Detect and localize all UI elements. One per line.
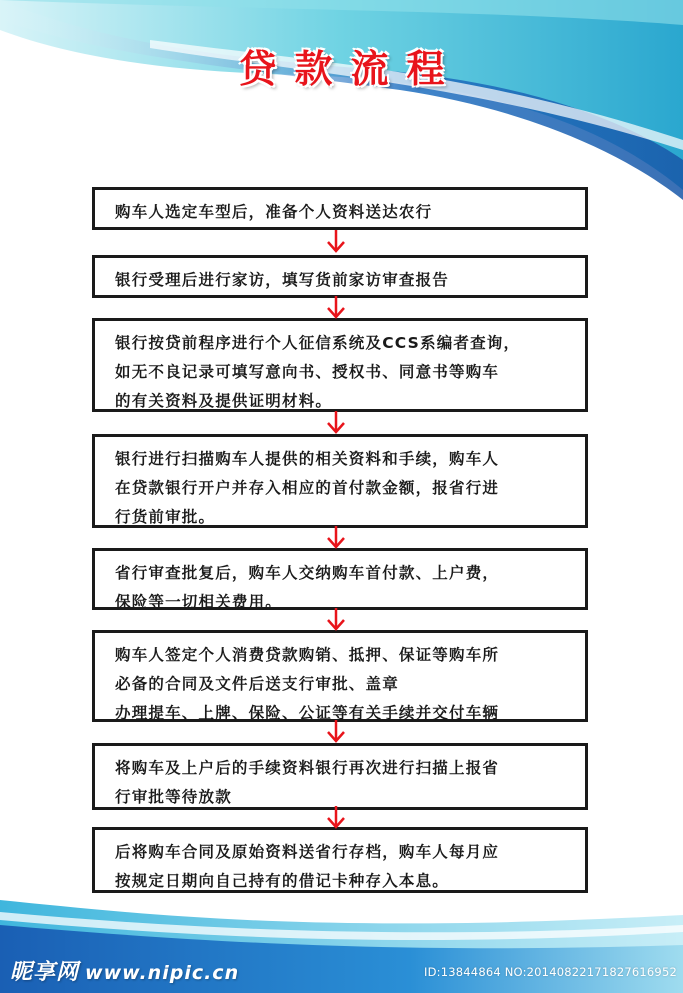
step-8-line: 按规定日期向自己持有的借记卡种存入本息。: [115, 872, 450, 890]
flow-step-2: [92, 255, 588, 298]
down-arrow-icon: [324, 720, 348, 744]
step-7-line: 将购车及上户后的手续资料银行再次进行扫描上报省: [115, 759, 500, 777]
down-arrow-icon: [324, 411, 348, 435]
watermark-brand-name: 昵享网: [10, 960, 80, 985]
down-arrow-icon: [324, 608, 348, 632]
down-arrow-icon: [324, 526, 348, 550]
watermark-url: www.nipic.cn: [85, 962, 240, 984]
down-arrow-icon: [324, 296, 348, 320]
step-1-line: 购车人选定车型后，准备个人资料送达农行: [115, 203, 433, 221]
page-title: 贷款流程: [238, 47, 463, 91]
step-6-line: 必备的合同及文件后送支行审批、盖章: [115, 675, 399, 693]
step-4-line: 银行进行扫描购车人提供的相关资料和手续，购车人: [115, 450, 500, 468]
step-2-line: 银行受理后进行家访，填写货前家访审查报告: [115, 271, 450, 289]
down-arrow-icon: [324, 806, 348, 830]
step-3-line: 如无不良记录可填写意向书、授权书、同意书等购车: [115, 363, 500, 381]
step-5-line: 省行审查批复后，购车人交纳购车首付款、上户费，: [115, 564, 500, 582]
flow-step-1: [92, 187, 588, 230]
flow-step-4: [92, 434, 588, 528]
flow-step-8: [92, 827, 588, 893]
down-arrow-icon: [324, 230, 348, 254]
flow-step-3: [92, 318, 588, 412]
step-5-line: 保险等一切相关费用。: [115, 593, 283, 611]
watermark-brand: [10, 955, 239, 986]
watermark-id: ID:13844864 NO:20140822171827616952: [424, 965, 677, 979]
step-7-line: 行审批等待放款: [115, 788, 232, 806]
step-6-line: 办理提车、上牌、保险、公证等有关手续并交付车辆: [115, 704, 500, 722]
step-6-line: 购车人签定个人消费贷款购销、抵押、保证等购车所: [115, 646, 500, 664]
step-8-line: 后将购车合同及原始资料送省行存档，购车人每月应: [115, 843, 500, 861]
step-4-line: 行货前审批。: [115, 508, 216, 526]
step-3-line: 的有关资料及提供证明材料。: [115, 392, 333, 410]
flow-step-7: [92, 743, 588, 810]
flow-step-5: [92, 548, 588, 610]
step-4-line: 在贷款银行开户并存入相应的首付款金额，报省行进: [115, 479, 500, 497]
flow-step-6: [92, 630, 588, 722]
step-3-line: 银行按贷前程序进行个人征信系统及CCS系编者查询，: [115, 334, 521, 352]
